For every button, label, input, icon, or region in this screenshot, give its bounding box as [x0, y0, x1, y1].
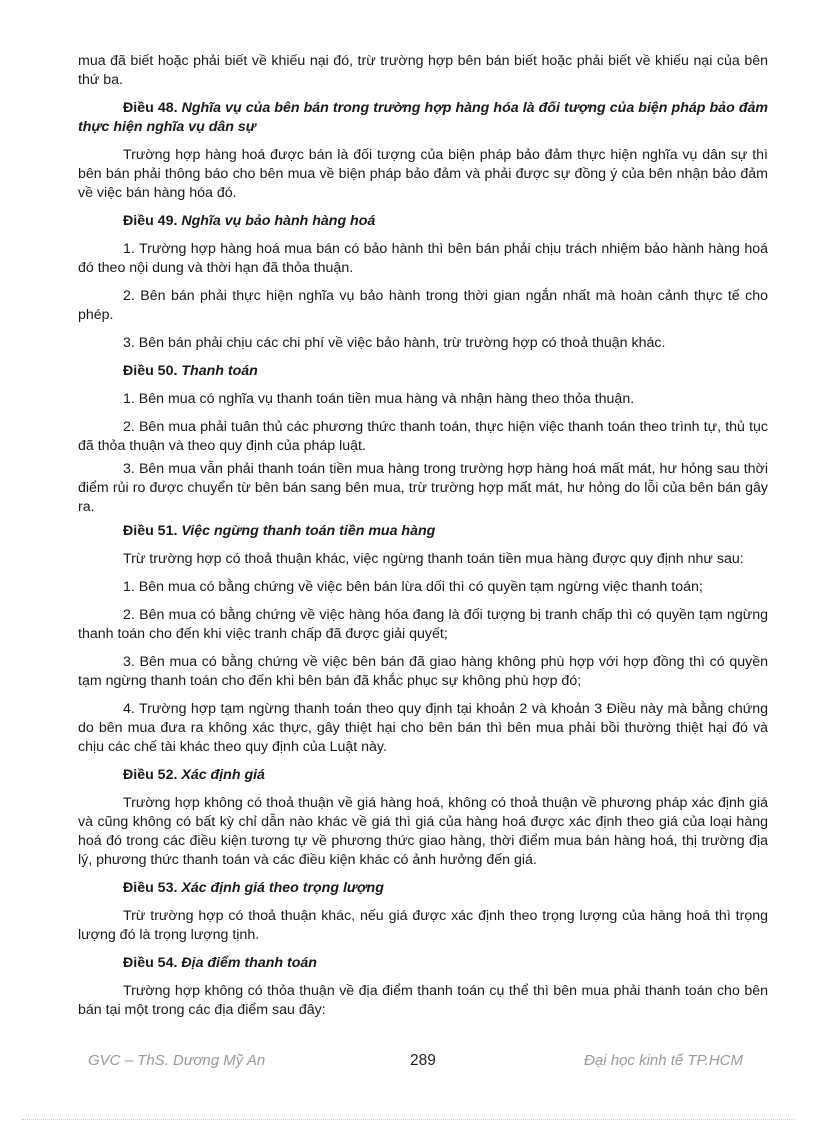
paragraph: Trừ trường hợp có thoả thuận khác, nếu giá được xác định theo trọng lượng của hàng hoá thì trọng lượng đó là trọng lượng tịnh.	[78, 908, 768, 943]
article-title: Xác định giá	[181, 767, 265, 783]
article-number: Điều 48.	[123, 100, 178, 116]
article-number: Điều 52.	[123, 767, 178, 783]
article-heading-49	[78, 212, 768, 231]
paragraph: Trường hợp không có thoả thuận về giá hàng hoá, không có thoả thuận về phương pháp xác định giá và cũng không có bất kỳ chỉ dẫn nào khác về giá thì giá của hàng hoá được xác định theo giá của loại hàng hoá đó trong các điều kiện tương tự về phương thức giao hàng, thời điểm mua bán hàng hoá, thị trường địa lý, phương thức thanh toán và các điều kiện khác có ảnh hưởng đến giá.	[78, 795, 768, 868]
article-title: Việc ngừng thanh toán tiền mua hàng	[181, 523, 436, 539]
article-heading-54	[78, 954, 768, 973]
paragraph: 1. Bên mua có bằng chứng về việc bên bán lừa dối thì có quyền tạm ngừng việc thanh toán;	[123, 579, 703, 595]
page-bottom-divider	[22, 1119, 794, 1120]
article-number: Điều 53.	[123, 880, 178, 896]
paragraph: Trường hợp hàng hoá được bán là đối tượng của biện pháp bảo đảm thực hiện nghĩa vụ dân sự thì bên bán phải thông báo cho bên mua về biện pháp bảo đảm và phải được sự đồng ý của bên nhận bảo đảm về việc bán hàng hóa đó.	[78, 147, 768, 201]
footer-author: GVC – ThS. Dương Mỹ An	[88, 1052, 266, 1069]
article-title: Địa điểm thanh toán	[181, 955, 317, 971]
paragraph: 1. Trường hợp hàng hoá mua bán có bảo hành thì bên bán phải chịu trách nhiệm bảo hành hàng hoá đó theo nội dung và thời hạn đã thỏa thuận.	[78, 241, 768, 276]
article-title: Nghĩa vụ bảo hành hàng hoá	[181, 213, 376, 229]
article-heading-48	[78, 99, 768, 137]
paragraph: 3. Bên mua có bằng chứng về việc bên bán đã giao hàng không phù hợp với hợp đồng thì có quyền tạm ngừng thanh toán cho đến khi bên bán đã khắc phục sự không phù hợp đó;	[78, 654, 768, 689]
paragraph: 1. Bên mua có nghĩa vụ thanh toán tiền mua hàng và nhận hàng theo thỏa thuận.	[123, 391, 635, 407]
paragraph: 2. Bên mua phải tuân thủ các phương thức thanh toán, thực hiện việc thanh toán theo trình tự, thủ tục đã thỏa thuận và theo quy định của pháp luật.	[78, 419, 768, 454]
article-heading-53	[78, 879, 768, 898]
paragraph: 4. Trường hợp tạm ngừng thanh toán theo quy định tại khoản 2 và khoản 3 Điều này mà bằng chứng do bên mua đưa ra không xác thực, gây thiệt hại cho bên bán thì bên mua phải bồi thường thiệt hại đó và chịu các chế tài khác theo quy định của Luật này.	[78, 701, 768, 755]
paragraph: mua đã biết hoặc phải biết về khiếu nại đó, trừ trường hợp bên bán biết hoặc phải biết về khiếu nại của bên thứ ba.	[78, 53, 768, 88]
paragraph: 3. Bên bán phải chịu các chi phí về việc bảo hành, trừ trường hợp có thoả thuận khác.	[123, 335, 666, 351]
paragraph: 3. Bên mua vẫn phải thanh toán tiền mua hàng trong trường hợp hàng hoá mất mát, hư hỏng sau thời điểm rủi ro được chuyển từ bên bán sang bên mua, trừ trường hợp mất mát, hư hỏng do lỗi của bên bán gây ra.	[78, 461, 768, 515]
article-heading-51	[78, 522, 768, 541]
footer-institution: Đại học kinh tế TP.HCM	[584, 1052, 743, 1069]
paragraph: Trường hợp không có thỏa thuận về địa điểm thanh toán cụ thể thì bên mua phải thanh toán cho bên bán tại một trong các địa điểm sau đây:	[78, 983, 768, 1018]
article-title: Xác định giá theo trọng lượng	[181, 880, 384, 896]
paragraph: 2. Bên mua có bằng chứng về việc hàng hóa đang là đối tượng bị tranh chấp thì có quyền tạm ngừng thanh toán cho đến khi việc tranh chấp đã được giải quyết;	[78, 607, 768, 642]
article-number: Điều 51.	[123, 523, 178, 539]
article-number: Điều 54.	[123, 955, 178, 971]
document-page	[78, 52, 768, 1020]
article-number: Điều 49.	[123, 213, 178, 229]
page-footer	[88, 1052, 743, 1076]
article-title: Thanh toán	[181, 363, 258, 379]
paragraph: Trừ trường hợp có thoả thuận khác, việc ngừng thanh toán tiền mua hàng được quy định như sau:	[123, 551, 744, 567]
paragraph: 2. Bên bán phải thực hiện nghĩa vụ bảo hành trong thời gian ngắn nhất mà hoàn cảnh thực tế cho phép.	[78, 288, 768, 323]
article-heading-52	[78, 766, 768, 785]
article-heading-50	[78, 362, 768, 381]
article-number: Điều 50.	[123, 363, 178, 379]
page-number: 289	[410, 1052, 436, 1069]
article-title: Nghĩa vụ của bên bán trong trường hợp hàng hóa là đối tượng của biện pháp bảo đảm thực hiện nghĩa vụ dân sự	[78, 100, 768, 135]
